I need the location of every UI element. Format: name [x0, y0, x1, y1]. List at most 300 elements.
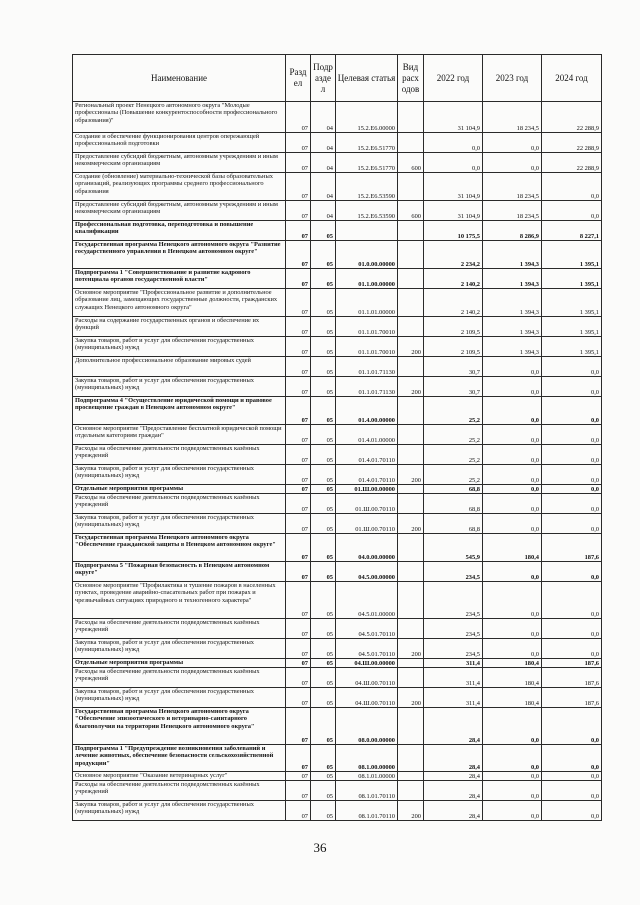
- cell-target: 08.1.01.00000: [336, 772, 398, 781]
- cell-2024: 0,0: [542, 801, 602, 821]
- cell-section: 07: [286, 708, 311, 745]
- table-row: [73, 619, 602, 639]
- cell-2024: 0,0: [542, 445, 602, 465]
- cell-2022: 0,0: [424, 153, 483, 173]
- table-row: [73, 102, 602, 133]
- cell-expense-type: [398, 289, 424, 317]
- cell-2023: 18 234,5: [483, 201, 542, 221]
- cell-name: Закупка товаров, работ и услуг для обеспечения государственных (муниципальных) нужд: [73, 514, 286, 534]
- cell-2024: 0,0: [542, 494, 602, 514]
- cell-expense-type: 200: [398, 337, 424, 357]
- cell-name: Закупка товаров, работ и услуг для обеспечения государственных (муниципальных) нужд: [73, 801, 286, 821]
- cell-2022: 31 104,9: [424, 201, 483, 221]
- cell-2024: 0,0: [542, 619, 602, 639]
- cell-section: 07: [286, 465, 311, 485]
- cell-name: Закупка товаров, работ и услуг для обеспечения государственных (муниципальных) нужд: [73, 377, 286, 397]
- cell-expense-type: [398, 173, 424, 201]
- cell-2024: 0,0: [542, 562, 602, 582]
- cell-name: Создание и обеспечение функционирования центров опережающей профессиональной подготовки: [73, 133, 286, 153]
- cell-target: 04.Ш.00.00000: [336, 659, 398, 668]
- cell-2022: 0,0: [424, 133, 483, 153]
- cell-target: 01.4.00.00000: [336, 397, 398, 425]
- cell-2023: 0,0: [483, 772, 542, 781]
- cell-subsection: 05: [311, 668, 336, 688]
- cell-target: 01.4.01.00000: [336, 425, 398, 445]
- cell-target: 08.1.01.70110: [336, 801, 398, 821]
- cell-target: 01.1.01.00000: [336, 289, 398, 317]
- cell-2023: 180,4: [483, 668, 542, 688]
- cell-section: 07: [286, 514, 311, 534]
- cell-2022: 234,5: [424, 639, 483, 659]
- cell-2022: 25,2: [424, 397, 483, 425]
- header-2024: 2024 год: [542, 55, 602, 102]
- table-row: [73, 534, 602, 562]
- cell-subsection: 05: [311, 269, 336, 289]
- cell-name: Расходы на обеспечение деятельности подведомственных казённых учреждений: [73, 494, 286, 514]
- table-row: [73, 289, 602, 317]
- cell-2024: 0,0: [542, 377, 602, 397]
- table-row: [73, 425, 602, 445]
- cell-2022: 2 234,2: [424, 241, 483, 269]
- cell-expense-type: [398, 317, 424, 337]
- cell-2024: 0,0: [542, 514, 602, 534]
- table-header: [73, 55, 602, 102]
- table-row: [73, 485, 602, 494]
- cell-expense-type: [398, 582, 424, 619]
- cell-name: Расходы на обеспечение деятельности подведомственных казённых учреждений: [73, 781, 286, 801]
- cell-target: 01.1.01.71130: [336, 377, 398, 397]
- cell-name: Предоставление субсидий бюджетным, автономным учреждениям и иным некоммерческим организациям: [73, 201, 286, 221]
- cell-2024: 187,6: [542, 688, 602, 708]
- cell-subsection: 05: [311, 582, 336, 619]
- cell-expense-type: [398, 562, 424, 582]
- cell-2022: 545,9: [424, 534, 483, 562]
- cell-expense-type: [398, 745, 424, 772]
- cell-expense-type: [398, 241, 424, 269]
- budget-table: [72, 54, 602, 821]
- cell-section: 07: [286, 241, 311, 269]
- cell-2022: 31 104,9: [424, 173, 483, 201]
- cell-expense-type: [398, 425, 424, 445]
- cell-subsection: 04: [311, 173, 336, 201]
- cell-2022: 311,4: [424, 688, 483, 708]
- cell-target: 15.2.Е6.51770: [336, 153, 398, 173]
- cell-2024: 187,6: [542, 668, 602, 688]
- cell-expense-type: 200: [398, 465, 424, 485]
- cell-expense-type: [398, 102, 424, 133]
- cell-expense-type: [398, 772, 424, 781]
- cell-name: Региональный проект Ненецкого автономного округа "Молодые профессионалы (Повышение конкурентоспособности профессионального образования)": [73, 102, 286, 133]
- table-row: [73, 668, 602, 688]
- cell-target: 08.0.00.00000: [336, 708, 398, 745]
- cell-subsection: 05: [311, 397, 336, 425]
- cell-target: 15.2.Е6.51770: [336, 133, 398, 153]
- cell-section: 07: [286, 801, 311, 821]
- cell-target: 15.2.Е6.53590: [336, 201, 398, 221]
- cell-2024: 0,0: [542, 485, 602, 494]
- table-row: [73, 582, 602, 619]
- cell-subsection: 05: [311, 514, 336, 534]
- cell-subsection: 05: [311, 241, 336, 269]
- cell-section: 07: [286, 102, 311, 133]
- cell-2023: 1 394,3: [483, 269, 542, 289]
- cell-2022: 28,4: [424, 772, 483, 781]
- cell-section: 07: [286, 619, 311, 639]
- cell-2024: 1 395,1: [542, 337, 602, 357]
- cell-2024: 0,0: [542, 357, 602, 377]
- cell-2023: 0,0: [483, 377, 542, 397]
- cell-2023: 18 234,5: [483, 173, 542, 201]
- table-row: [73, 357, 602, 377]
- cell-target: 01.1.00.00000: [336, 269, 398, 289]
- cell-2023: 18 234,5: [483, 102, 542, 133]
- cell-2022: 2 140,2: [424, 289, 483, 317]
- cell-2024: 1 395,1: [542, 317, 602, 337]
- cell-expense-type: 600: [398, 201, 424, 221]
- cell-2023: 180,4: [483, 534, 542, 562]
- cell-subsection: 05: [311, 337, 336, 357]
- table-row: [73, 201, 602, 221]
- cell-expense-type: [398, 659, 424, 668]
- cell-expense-type: [398, 269, 424, 289]
- page-number: 36: [313, 840, 327, 855]
- cell-target: [336, 221, 398, 241]
- cell-2024: 22 288,9: [542, 133, 602, 153]
- cell-name: Закупка товаров, работ и услуг для обеспечения государственных (муниципальных) нужд: [73, 639, 286, 659]
- cell-section: 07: [286, 494, 311, 514]
- cell-subsection: 05: [311, 425, 336, 445]
- header-name: Наименование: [73, 55, 286, 102]
- cell-section: 07: [286, 562, 311, 582]
- cell-2022: 28,4: [424, 745, 483, 772]
- cell-2023: 0,0: [483, 357, 542, 377]
- cell-2024: 0,0: [542, 397, 602, 425]
- cell-expense-type: 200: [398, 801, 424, 821]
- cell-subsection: 05: [311, 485, 336, 494]
- table-row: [73, 688, 602, 708]
- header-2023: 2023 год: [483, 55, 542, 102]
- cell-2024: 0,0: [542, 201, 602, 221]
- cell-section: 07: [286, 582, 311, 619]
- cell-expense-type: 600: [398, 153, 424, 173]
- cell-section: 07: [286, 688, 311, 708]
- cell-name: Закупка товаров, работ и услуг для обеспечения государственных (муниципальных) нужд: [73, 465, 286, 485]
- cell-name: Подпрограмма 4 "Осуществление юридической помощи и правовое просвещение граждан в Ненецком автономном округе": [73, 397, 286, 425]
- cell-section: 07: [286, 221, 311, 241]
- cell-name: Предоставление субсидий бюджетным, автономным учреждениям и иным некоммерческим организациям: [73, 153, 286, 173]
- cell-expense-type: [398, 445, 424, 465]
- cell-section: 07: [286, 745, 311, 772]
- table-row: [73, 781, 602, 801]
- cell-subsection: 05: [311, 494, 336, 514]
- cell-target: 01.1.01.70010: [336, 337, 398, 357]
- table-row: [73, 173, 602, 201]
- cell-section: 07: [286, 772, 311, 781]
- cell-section: 07: [286, 153, 311, 173]
- header-section: Разд ел: [286, 55, 311, 102]
- cell-name: Дополнительное профессиональное образование мировых судей: [73, 357, 286, 377]
- cell-subsection: 05: [311, 377, 336, 397]
- cell-2024: 1 395,1: [542, 269, 602, 289]
- cell-2023: 180,4: [483, 688, 542, 708]
- cell-2024: 0,0: [542, 781, 602, 801]
- cell-2023: 0,0: [483, 397, 542, 425]
- cell-2023: 0,0: [483, 801, 542, 821]
- cell-name: Расходы на содержание государственных органов и обеспечение их функций: [73, 317, 286, 337]
- cell-expense-type: [398, 397, 424, 425]
- cell-target: 04.5.01.00000: [336, 582, 398, 619]
- cell-subsection: 05: [311, 801, 336, 821]
- cell-section: 07: [286, 485, 311, 494]
- table-row: [73, 221, 602, 241]
- cell-2022: 28,4: [424, 781, 483, 801]
- cell-2024: 0,0: [542, 639, 602, 659]
- cell-section: 07: [286, 269, 311, 289]
- cell-name: Отдельные мероприятия программы: [73, 485, 286, 494]
- cell-name: Отдельные мероприятия программы: [73, 659, 286, 668]
- table-row: [73, 494, 602, 514]
- cell-2023: 8 286,9: [483, 221, 542, 241]
- cell-2023: 0,0: [483, 708, 542, 745]
- table-row: [73, 133, 602, 153]
- cell-subsection: 05: [311, 562, 336, 582]
- table-row: [73, 397, 602, 425]
- cell-2023: 0,0: [483, 485, 542, 494]
- cell-name: Государственная программа Ненецкого автономного округа "Развитие государственного управления в Ненецком автономном округе": [73, 241, 286, 269]
- cell-target: 01.Ш.00.70110: [336, 514, 398, 534]
- cell-2022: 234,5: [424, 619, 483, 639]
- cell-2022: 25,2: [424, 465, 483, 485]
- header-expense-type: Вид расх одов: [398, 55, 424, 102]
- cell-subsection: 05: [311, 639, 336, 659]
- cell-expense-type: [398, 133, 424, 153]
- cell-section: 07: [286, 133, 311, 153]
- cell-2022: 68,8: [424, 514, 483, 534]
- cell-2024: 0,0: [542, 708, 602, 745]
- table-row: [73, 465, 602, 485]
- cell-expense-type: 200: [398, 514, 424, 534]
- cell-2022: 2 109,5: [424, 337, 483, 357]
- cell-2022: 311,4: [424, 659, 483, 668]
- cell-2024: 0,0: [542, 173, 602, 201]
- cell-expense-type: 200: [398, 377, 424, 397]
- cell-name: Государственная программа Ненецкого автономного округа "Обеспечение гражданской защиты в Ненецком автономном округе": [73, 534, 286, 562]
- cell-target: 01.0.00.00000: [336, 241, 398, 269]
- cell-2024: 187,6: [542, 659, 602, 668]
- cell-section: 07: [286, 173, 311, 201]
- cell-2023: 0,0: [483, 445, 542, 465]
- cell-2023: 0,0: [483, 619, 542, 639]
- table-row: [73, 801, 602, 821]
- cell-2023: 0,0: [483, 153, 542, 173]
- cell-target: 01.Ш.00.00000: [336, 485, 398, 494]
- cell-section: 07: [286, 668, 311, 688]
- table-row: [73, 445, 602, 465]
- cell-2022: 30,7: [424, 377, 483, 397]
- cell-target: 01.Ш.00.70110: [336, 494, 398, 514]
- cell-2023: 0,0: [483, 425, 542, 445]
- cell-2024: 8 227,1: [542, 221, 602, 241]
- cell-2022: 2 109,5: [424, 317, 483, 337]
- cell-2024: 0,0: [542, 582, 602, 619]
- cell-2023: 0,0: [483, 562, 542, 582]
- cell-subsection: 05: [311, 317, 336, 337]
- cell-target: 08.1.00.00000: [336, 745, 398, 772]
- cell-2022: 234,5: [424, 582, 483, 619]
- cell-section: 07: [286, 397, 311, 425]
- cell-name: Основное мероприятие "Профилактика и тушение пожаров в населенных пунктах, проведение аварийно-спасательных работ при пожарах и чрезвычайных ситуациях природного и техногенного характера": [73, 582, 286, 619]
- cell-subsection: 05: [311, 445, 336, 465]
- cell-name: Профессиональная подготовка, переподготовка и повышение квалификации: [73, 221, 286, 241]
- cell-section: 07: [286, 289, 311, 317]
- cell-name: Основное мероприятие "Предоставление бесплатной юридической помощи отдельным категориям граждан": [73, 425, 286, 445]
- cell-2022: 68,8: [424, 485, 483, 494]
- cell-target: 04.5.00.00000: [336, 562, 398, 582]
- cell-name: Расходы на обеспечение деятельности подведомственных казённых учреждений: [73, 445, 286, 465]
- cell-name: Подпрограмма 5 "Пожарная безопасность в Ненецком автономном округе": [73, 562, 286, 582]
- cell-subsection: 05: [311, 465, 336, 485]
- cell-target: 15.2.Е6.53590: [336, 173, 398, 201]
- cell-expense-type: [398, 357, 424, 377]
- cell-subsection: 04: [311, 102, 336, 133]
- cell-subsection: 05: [311, 619, 336, 639]
- cell-target: 08.1.01.70110: [336, 781, 398, 801]
- cell-2024: 1 395,1: [542, 241, 602, 269]
- cell-2024: 0,0: [542, 425, 602, 445]
- cell-name: Основное мероприятие "Оказание ветеринарных услуг": [73, 772, 286, 781]
- cell-2024: 22 288,9: [542, 102, 602, 133]
- cell-2023: 180,4: [483, 659, 542, 668]
- cell-2024: 22 288,9: [542, 153, 602, 173]
- cell-2023: 0,0: [483, 494, 542, 514]
- table-row: [73, 745, 602, 772]
- cell-2023: 0,0: [483, 582, 542, 619]
- cell-2023: 0,0: [483, 639, 542, 659]
- cell-target: 04.Ш.00.70110: [336, 668, 398, 688]
- cell-subsection: 04: [311, 153, 336, 173]
- cell-name: Подпрограмма 1 "Предупреждение возникновения заболеваний и лечение животных, обеспечение безопасности сельскохозяйственной продукции": [73, 745, 286, 772]
- cell-subsection: 05: [311, 745, 336, 772]
- cell-subsection: 05: [311, 688, 336, 708]
- cell-name: Государственная программа Ненецкого автономного округа "Обеспечение эпизоотического и ветеринарно-санитарного благополучия на территории Ненецкого автономного округа": [73, 708, 286, 745]
- cell-name: Подпрограмма 1 "Совершенствование и развитие кадрового потенциала органов государственной власти": [73, 269, 286, 289]
- cell-2023: 0,0: [483, 514, 542, 534]
- cell-2023: 0,0: [483, 745, 542, 772]
- cell-2023: 1 394,3: [483, 241, 542, 269]
- cell-2022: 30,7: [424, 357, 483, 377]
- cell-expense-type: [398, 485, 424, 494]
- cell-2024: 1 395,1: [542, 289, 602, 317]
- cell-2022: 311,4: [424, 668, 483, 688]
- cell-subsection: 05: [311, 289, 336, 317]
- cell-2024: 0,0: [542, 772, 602, 781]
- table-row: [73, 241, 602, 269]
- cell-2024: 0,0: [542, 745, 602, 772]
- table-row: [73, 659, 602, 668]
- cell-section: 07: [286, 781, 311, 801]
- table-row: [73, 153, 602, 173]
- cell-subsection: 05: [311, 659, 336, 668]
- cell-2022: 10 175,5: [424, 221, 483, 241]
- cell-expense-type: [398, 668, 424, 688]
- cell-target: 04.5.01.70110: [336, 639, 398, 659]
- cell-expense-type: [398, 221, 424, 241]
- header-target: Целевая статья: [336, 55, 398, 102]
- cell-section: 07: [286, 425, 311, 445]
- cell-subsection: 05: [311, 708, 336, 745]
- cell-section: 07: [286, 659, 311, 668]
- cell-2024: 187,6: [542, 534, 602, 562]
- table-row: [73, 639, 602, 659]
- cell-section: 07: [286, 639, 311, 659]
- cell-subsection: 04: [311, 133, 336, 153]
- cell-subsection: 05: [311, 357, 336, 377]
- cell-2022: 25,2: [424, 445, 483, 465]
- cell-subsection: 05: [311, 534, 336, 562]
- table-row: [73, 514, 602, 534]
- cell-expense-type: [398, 708, 424, 745]
- cell-2022: 31 104,9: [424, 102, 483, 133]
- cell-2022: 25,2: [424, 425, 483, 445]
- cell-2023: 1 394,3: [483, 337, 542, 357]
- cell-target: 04.Ш.00.70110: [336, 688, 398, 708]
- cell-section: 07: [286, 377, 311, 397]
- cell-expense-type: [398, 494, 424, 514]
- cell-2022: 68,8: [424, 494, 483, 514]
- cell-name: Основное мероприятие "Профессиональное развитие и дополнительное образование лиц, замещающих государственные должности, гражданских служащих Ненецкого автономного округа": [73, 289, 286, 317]
- cell-expense-type: [398, 619, 424, 639]
- cell-target: 01.4.01.70110: [336, 465, 398, 485]
- cell-target: 01.4.01.70110: [336, 445, 398, 465]
- table-row: [73, 708, 602, 745]
- cell-subsection: 04: [311, 201, 336, 221]
- cell-2024: 0,0: [542, 465, 602, 485]
- cell-section: 07: [286, 357, 311, 377]
- cell-2022: 28,4: [424, 801, 483, 821]
- cell-target: 01.1.01.71130: [336, 357, 398, 377]
- cell-2022: 234,5: [424, 562, 483, 582]
- header-subsection: Подр азде л: [311, 55, 336, 102]
- cell-target: 04.0.00.00000: [336, 534, 398, 562]
- cell-name: Расходы на обеспечение деятельности подведомственных казённых учреждений: [73, 619, 286, 639]
- cell-name: Создание (обновление) материально-технической базы образовательных организаций, реализующих программы среднего профессионального образования: [73, 173, 286, 201]
- cell-2023: 0,0: [483, 465, 542, 485]
- cell-expense-type: 200: [398, 688, 424, 708]
- table-row: [73, 269, 602, 289]
- cell-2022: 2 140,2: [424, 269, 483, 289]
- cell-2022: 28,4: [424, 708, 483, 745]
- cell-section: 07: [286, 317, 311, 337]
- cell-target: 15.2.Е6.00000: [336, 102, 398, 133]
- table-row: [73, 562, 602, 582]
- cell-subsection: 05: [311, 772, 336, 781]
- cell-section: 07: [286, 534, 311, 562]
- table-body: [73, 102, 602, 821]
- cell-2023: 0,0: [483, 133, 542, 153]
- header-2022: 2022 год: [424, 55, 483, 102]
- cell-name: Закупка товаров, работ и услуг для обеспечения государственных (муниципальных) нужд: [73, 337, 286, 357]
- table-row: [73, 317, 602, 337]
- table-row: [73, 337, 602, 357]
- cell-subsection: 05: [311, 781, 336, 801]
- cell-subsection: 05: [311, 221, 336, 241]
- cell-expense-type: [398, 534, 424, 562]
- table-row: [73, 772, 602, 781]
- table-row: [73, 377, 602, 397]
- cell-section: 07: [286, 201, 311, 221]
- cell-name: Расходы на обеспечение деятельности подведомственных казённых учреждений: [73, 668, 286, 688]
- cell-expense-type: [398, 781, 424, 801]
